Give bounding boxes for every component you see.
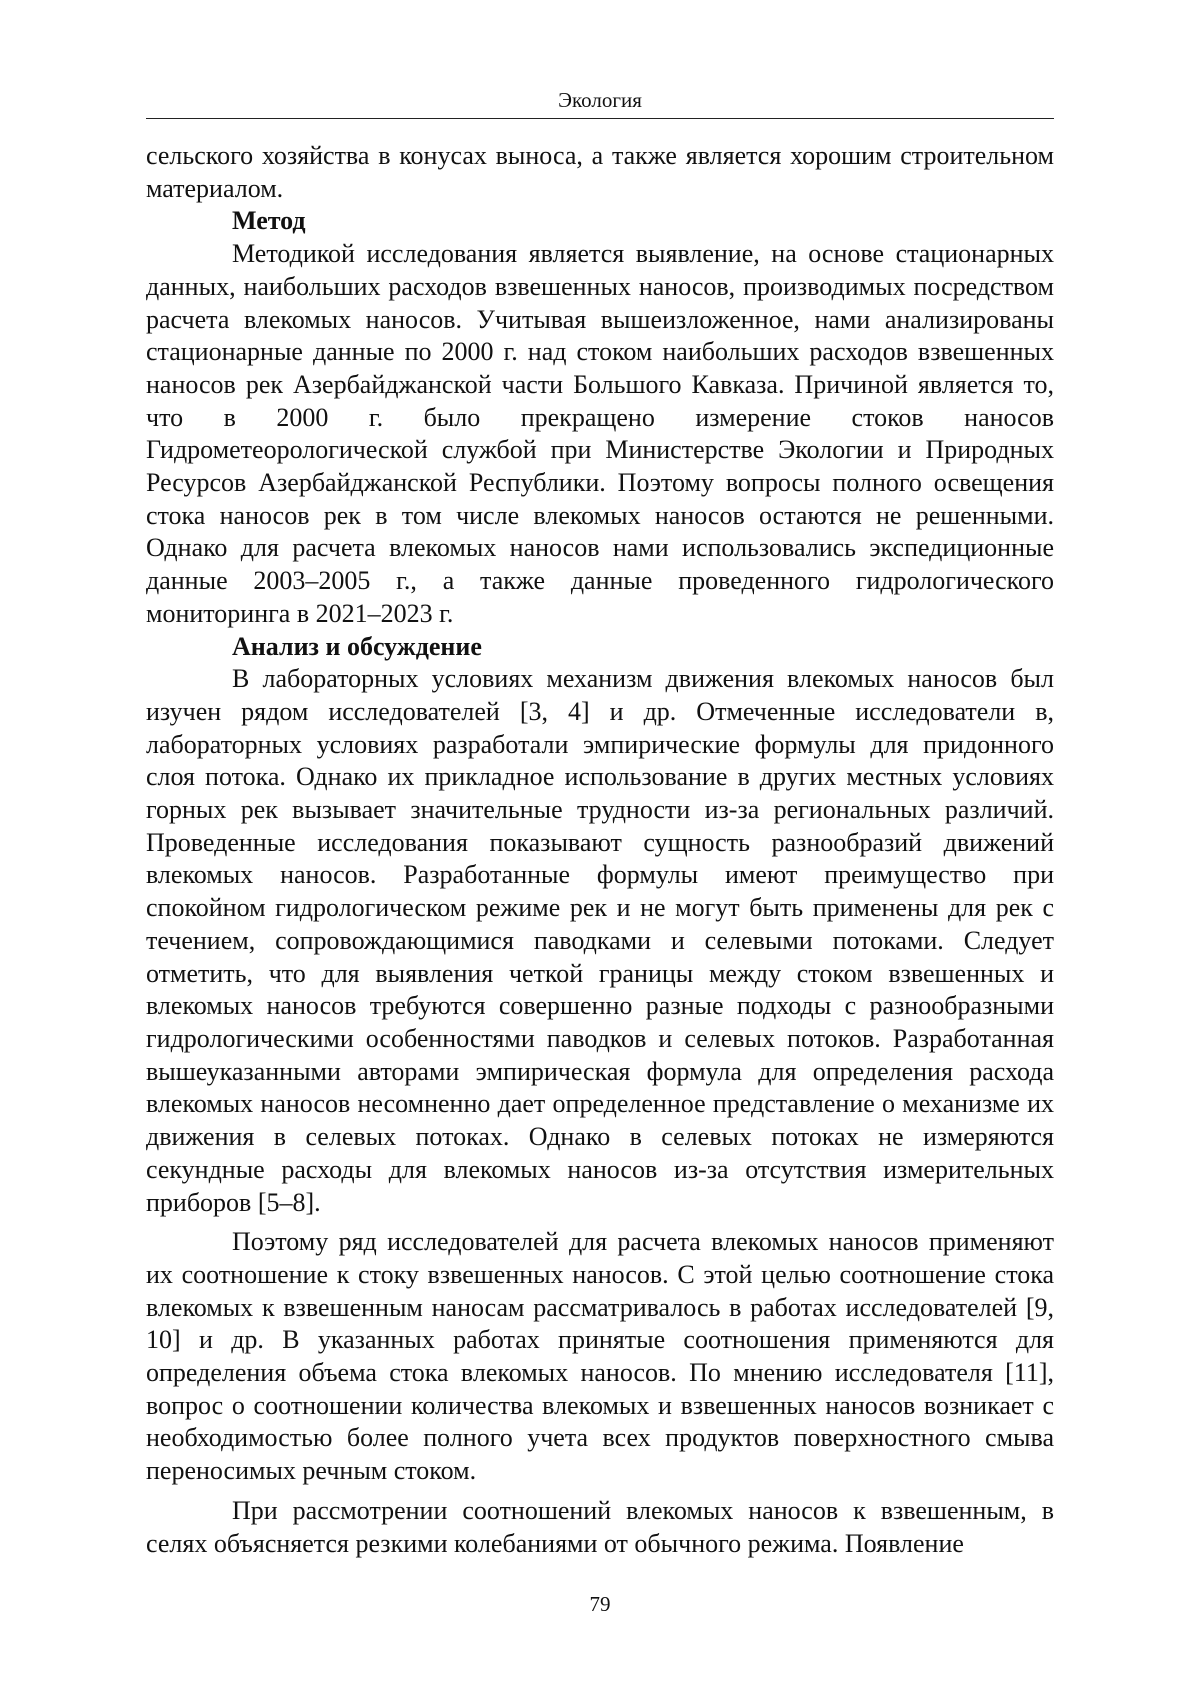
paragraph-analysis-2: Поэтому ряд исследователей для расчета влекомых наносов применяют их соотношение к стоку взвешенных наносов. С этой целью соотношение стока влекомых к взвешенным наносам рассматривалось в работах исследователей [9, 10] и др. В указанных работах принятые соотношения применяются для определения объема стока влекомых наносов. По мнению исследователя [11], вопрос о соотношении количества влекомых и взвешенных наносов возникает с необходимостью более полного учета всех продуктов поверхностного смыва переносимых речным стоком. <box>146 1227 1054 1486</box>
paragraph-analysis-3: При рассмотрении соотношений влекомых наносов к взвешенным, в селях объясняется резкими колебаниями от обычного режима. Появление <box>146 1495 1054 1558</box>
page-number: 79 <box>589 1592 611 1616</box>
running-header: Экология <box>558 88 642 112</box>
section-heading-method: Метод <box>232 206 306 236</box>
paragraph-continued: сельского хозяйства в конусах выноса, а также является хорошим строительном материалом. <box>146 141 1054 203</box>
paragraph-analysis-1: В лабораторных условиях механизм движения влекомых наносов был изучен рядом исследователей [3, 4] и др. Отмеченные исследователи в, лабораторных условиях разработали эмпирические формулы для придонного слоя потока. Однако их прикладное использование в других местных условиях горных рек вызывает значительные трудности из-за региональных различий. Проведенные исследования показывают сущность разнообразий движений влекомых наносов. Разработанные формулы имеют преимущество при спокойном гидрологическом режиме рек и не могут быть применены для рек с течением, сопровождающимися паводками и селевыми потоками. Следует отметить, что для выявления четкой границы между стоком взвешенных и влекомых наносов требуются совершенно разные подходы с разнообразными гидрологическими особенностями паводков и селевых потоков. Разработанная вышеуказанными авторами эмпирическая формула для определения расхода влекомых наносов несомненно дает определенное представление о механизме их движения в селевых потоках. Однако в селевых потоках не измеряются секундные расходы для влекомых наносов из-за отсутствия измерительных приборов [5–8]. <box>146 664 1054 1217</box>
article-body <box>146 140 1054 1560</box>
header-rule <box>146 118 1054 119</box>
section-heading-analysis: Анализ и обсуждение <box>232 631 482 661</box>
paragraph-method: Методикой исследования является выявление, на основе стационарных данных, наибольших расходов взвешенных наносов, производимых посредством расчета влекомых наносов. Учитывая вышеизложенное, нами анализированы стационарные данные по 2000 г. над стоком наибольших расходов взвешенных наносов рек Азербайджанской части Большого Кавказа. Причиной является то, что в 2000 г. было прекращено измерение стоков наносов Гидрометеорологической службой при Министерстве Экологии и Природных Ресурсов Азербайджанской Республики. Поэтому вопросы полного освещения стока наносов рек в том числе влекомых наносов остаются не решенными. Однако для расчета влекомых наносов нами использовались экспедиционные данные 2003–2005 г., а также данные проведенного гидрологического мониторинга в 2021–2023 г. <box>146 239 1054 628</box>
